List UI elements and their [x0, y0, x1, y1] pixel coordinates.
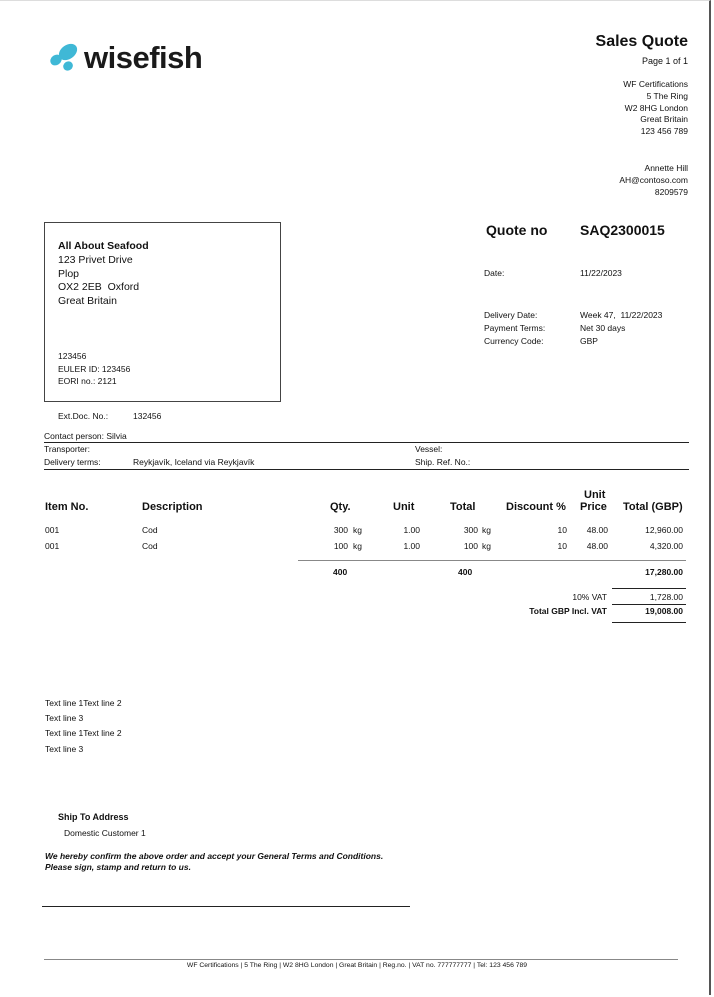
- logo-text: wisefish: [84, 40, 203, 75]
- col-unit-price-line2: Price: [580, 501, 607, 513]
- col-description: Description: [142, 501, 203, 513]
- text-line: Text line 3: [45, 713, 84, 723]
- vessel-label: Vessel:: [415, 444, 443, 454]
- col-unit: Unit: [393, 501, 415, 513]
- delivery-terms-label: Delivery terms:: [44, 457, 101, 467]
- row1-description: Cod: [142, 525, 158, 535]
- address-line: Plop: [58, 267, 80, 280]
- text-line: Text line 1Text line 2: [45, 728, 122, 738]
- delivery-terms-value: Reykjavík, Iceland via Reykjavík: [133, 457, 255, 467]
- row1-unit: 1.00: [403, 525, 420, 535]
- company-line: Great Britain: [640, 114, 688, 125]
- text-line: Text line 3: [45, 744, 84, 754]
- address-line: 123 Privet Drive: [58, 254, 133, 266]
- row1-total-gbp: 12,960.00: [645, 525, 683, 535]
- footer-text: WF Certifications | 5 The Ring | W2 8HG London | Great Britain | Reg.no. | VAT no. 777777777 | Tel: 123 456 789: [186, 962, 528, 969]
- row1-total-unit: kg: [482, 525, 491, 535]
- col-unit-price-line1: Unit: [584, 489, 606, 501]
- sum-qty: 400: [333, 567, 348, 577]
- vat-label: 10% VAT: [572, 592, 607, 602]
- grand-total-rule: [612, 622, 686, 623]
- confirmation-text: We hereby confirm the above order and accept your General Terms and Conditions. Please sign, stamp and return to us.: [45, 851, 384, 872]
- row2-qty: 100: [333, 541, 348, 551]
- col-total-gbp: Total (GBP): [623, 501, 683, 513]
- address-line: OX2 2EB Oxford: [58, 281, 140, 293]
- row1-discount: 10: [557, 525, 567, 535]
- quote-number-label: Quote no: [486, 222, 548, 238]
- row1-total: 300: [463, 525, 478, 535]
- payment-terms-label: Payment Terms:: [484, 323, 546, 333]
- footer-rule: [44, 959, 678, 960]
- col-item-no: Item No.: [45, 501, 89, 513]
- date-value: 11/22/2023: [580, 268, 622, 278]
- row2-unit-price: 48.00: [586, 541, 608, 551]
- customer-id-line: EORI no.: 2121: [58, 376, 117, 386]
- fish-logo-icon: [46, 40, 82, 76]
- address-line: Great Britain: [58, 294, 117, 307]
- company-line: 5 The Ring: [646, 90, 688, 101]
- col-qty: Qty.: [330, 501, 351, 513]
- ext-doc-label: Ext.Doc. No.:: [58, 411, 109, 421]
- salesperson-contact: [619, 163, 688, 198]
- row2-total-unit: kg: [482, 541, 491, 551]
- document-title: Sales Quote: [595, 33, 688, 50]
- company-line: 123 456 789: [640, 126, 688, 137]
- ship-to-title: Ship To Address: [58, 812, 129, 822]
- quote-number: SAQ2300015: [580, 222, 665, 238]
- page-info: Page 1 of 1: [641, 56, 688, 66]
- ship-to-value: Domestic Customer 1: [64, 828, 146, 838]
- col-discount: Discount %: [506, 501, 566, 513]
- row2-total-gbp: 4,320.00: [649, 541, 683, 551]
- row2-discount: 10: [557, 541, 567, 551]
- customer-id-line: EULER ID: 123456: [58, 363, 131, 374]
- row1-item-no: 001: [45, 525, 60, 535]
- row2-description: Cod: [142, 541, 158, 551]
- signature-line: [42, 906, 410, 907]
- sum-total: 400: [458, 567, 473, 577]
- row2-total: 100: [463, 541, 478, 551]
- vat-bottom-rule: [612, 604, 686, 605]
- customer-ids: [58, 350, 130, 388]
- row2-unit: 1.00: [403, 541, 420, 551]
- customer-id-line: 123456: [58, 351, 87, 361]
- contact-person: Contact person: Silvia: [44, 431, 127, 441]
- company-line: W2 8HG London: [624, 102, 688, 113]
- customer-address: [58, 254, 139, 308]
- customer-name: All About Seafood: [58, 240, 149, 252]
- contact-line: Annette Hill: [644, 163, 688, 173]
- currency-label: Currency Code:: [484, 336, 544, 346]
- vat-top-rule: [612, 588, 686, 589]
- row1-qty-unit: kg: [353, 525, 362, 535]
- delivery-date-label: Delivery Date:: [484, 310, 538, 320]
- subtotal-amount: 17,280.00: [645, 567, 683, 577]
- contact-line: AH@contoso.com: [619, 174, 688, 185]
- subtotal-rule: [298, 560, 686, 561]
- grand-total-label: Total GBP Incl. VAT: [529, 606, 607, 616]
- col-total: Total: [450, 501, 476, 513]
- delivery-date-value: Week 47, 11/22/2023: [580, 310, 663, 320]
- vat-amount: 1,728.00: [649, 592, 683, 602]
- date-label: Date:: [484, 268, 505, 278]
- transporter-label: Transporter:: [44, 444, 90, 454]
- company-address: [623, 79, 688, 138]
- ext-doc-value: 132456: [133, 411, 162, 421]
- ship-ref-label: Ship. Ref. No.:: [415, 457, 471, 467]
- payment-terms-value: Net 30 days: [580, 323, 626, 333]
- company-line: WF Certifications: [623, 79, 688, 89]
- text-line: Text line 1Text line 2: [45, 698, 122, 708]
- shipping-bottom-rule: [44, 469, 689, 470]
- contact-line: 8209579: [654, 186, 688, 197]
- row2-item-no: 001: [45, 541, 60, 551]
- currency-value: GBP: [580, 336, 598, 346]
- row1-qty: 300: [333, 525, 348, 535]
- shipping-top-rule: [44, 442, 689, 443]
- row2-qty-unit: kg: [353, 541, 362, 551]
- company-logo: [46, 36, 202, 80]
- row1-unit-price: 48.00: [586, 525, 608, 535]
- grand-total-amount: 19,008.00: [645, 606, 683, 616]
